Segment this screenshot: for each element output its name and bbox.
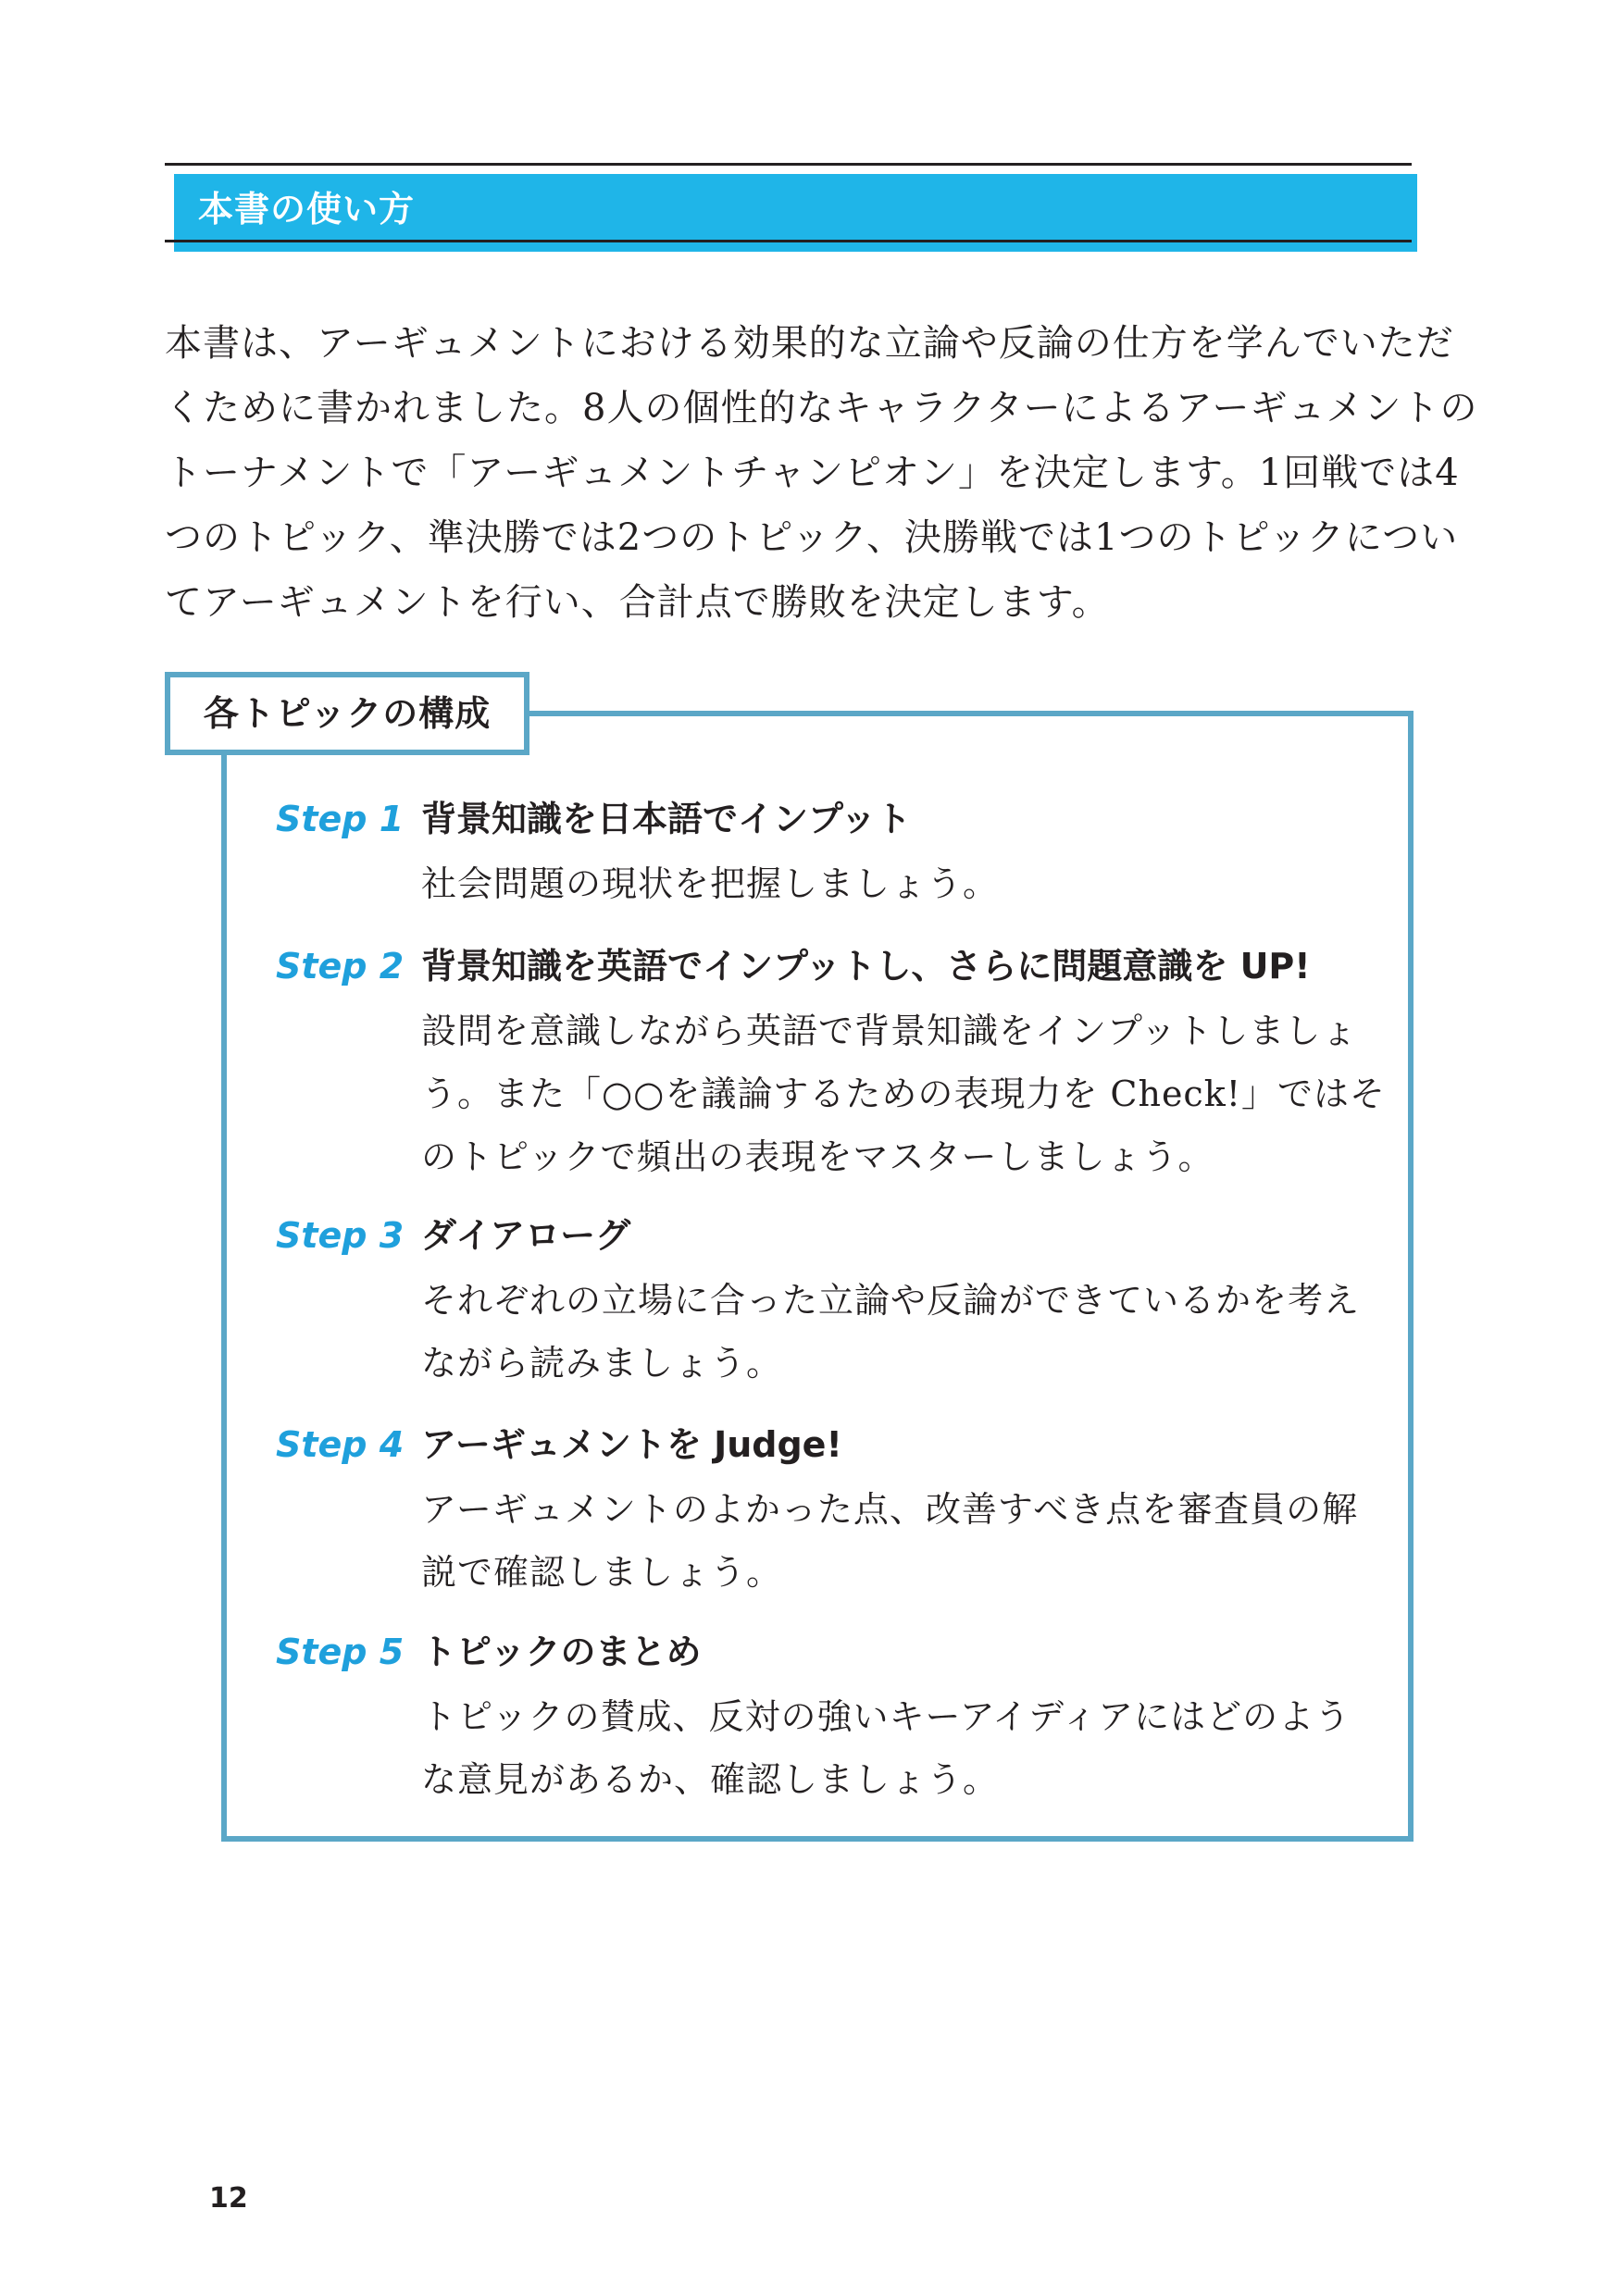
intro-line: 本書は、アーギュメントにおける効果的な立論や反論の仕方を学んでいただ [165,322,1454,365]
step-description [421,999,1386,1188]
step-description [421,1685,1351,1811]
step-label: Step 1 [276,799,405,839]
step-description-line: アーギュメントのよかった点、改善すべき点を審査員の解 [421,1489,1359,1530]
step-description-line: 設問を意識しながら英語で背景知識をインプットしましょ [421,1011,1358,1051]
step-description-line: 社会問題の現状を把握しましょう。 [421,863,1000,904]
step-title: 背景知識を英語でインプットし、さらに問題意識を UP! [421,946,1311,987]
step-title: 背景知識を日本語でインプット [421,799,912,839]
step-description [421,1478,1358,1604]
step-description-line: それぞれの立場に合った立論や反論ができているかを考え [421,1280,1361,1321]
step-label: Step 5 [276,1632,405,1672]
step-title: アーギュメントを Judge! [421,1424,842,1465]
intro-line: つのトピック、準決勝では2つのトピック、決勝戦では1つのトピックについ [165,516,1459,559]
step-title: ダイアローグ [421,1215,631,1256]
step-label: Step 2 [276,946,405,987]
section-title: 本書の使い方 [198,189,416,230]
step-label: Step 3 [276,1215,405,1256]
page-number: 12 [209,2182,248,2215]
intro-paragraph [165,311,1478,635]
intro-line: トーナメントで「アーギュメントチャンピオン」を決定します。1回戦では4 [165,452,1460,494]
topic-structure-label-box [165,672,529,755]
intro-line: くために書かれました。8人の個性的なキャラクターによるアーギュメントの [165,387,1478,429]
step-description-line: な意見があるか、確認しましょう。 [421,1759,1000,1800]
step-description [421,852,999,915]
topic-structure-label: 各トピックの構成 [203,693,492,734]
step-title: トピックのまとめ [421,1632,702,1672]
step-description-line: のトピックで頻出の表現をマスターしましょう。 [421,1136,1214,1177]
step-description-line: 説で確認しましょう。 [421,1552,783,1593]
top-rule [165,163,1412,166]
intro-line: てアーギュメントを行い、合計点で勝敗を決定します。 [165,581,1110,624]
step-description-line: トピックの賛成、反対の強いキーアイディアにはどのよう [421,1696,1351,1737]
step-description-line: ながら読みましょう。 [421,1343,783,1384]
step-description [421,1269,1360,1395]
step-label: Step 4 [276,1424,405,1465]
step-description-line: う。また「○○を議論するための表現力を Check!」ではそ [421,1074,1387,1114]
section-underline [165,240,1412,242]
